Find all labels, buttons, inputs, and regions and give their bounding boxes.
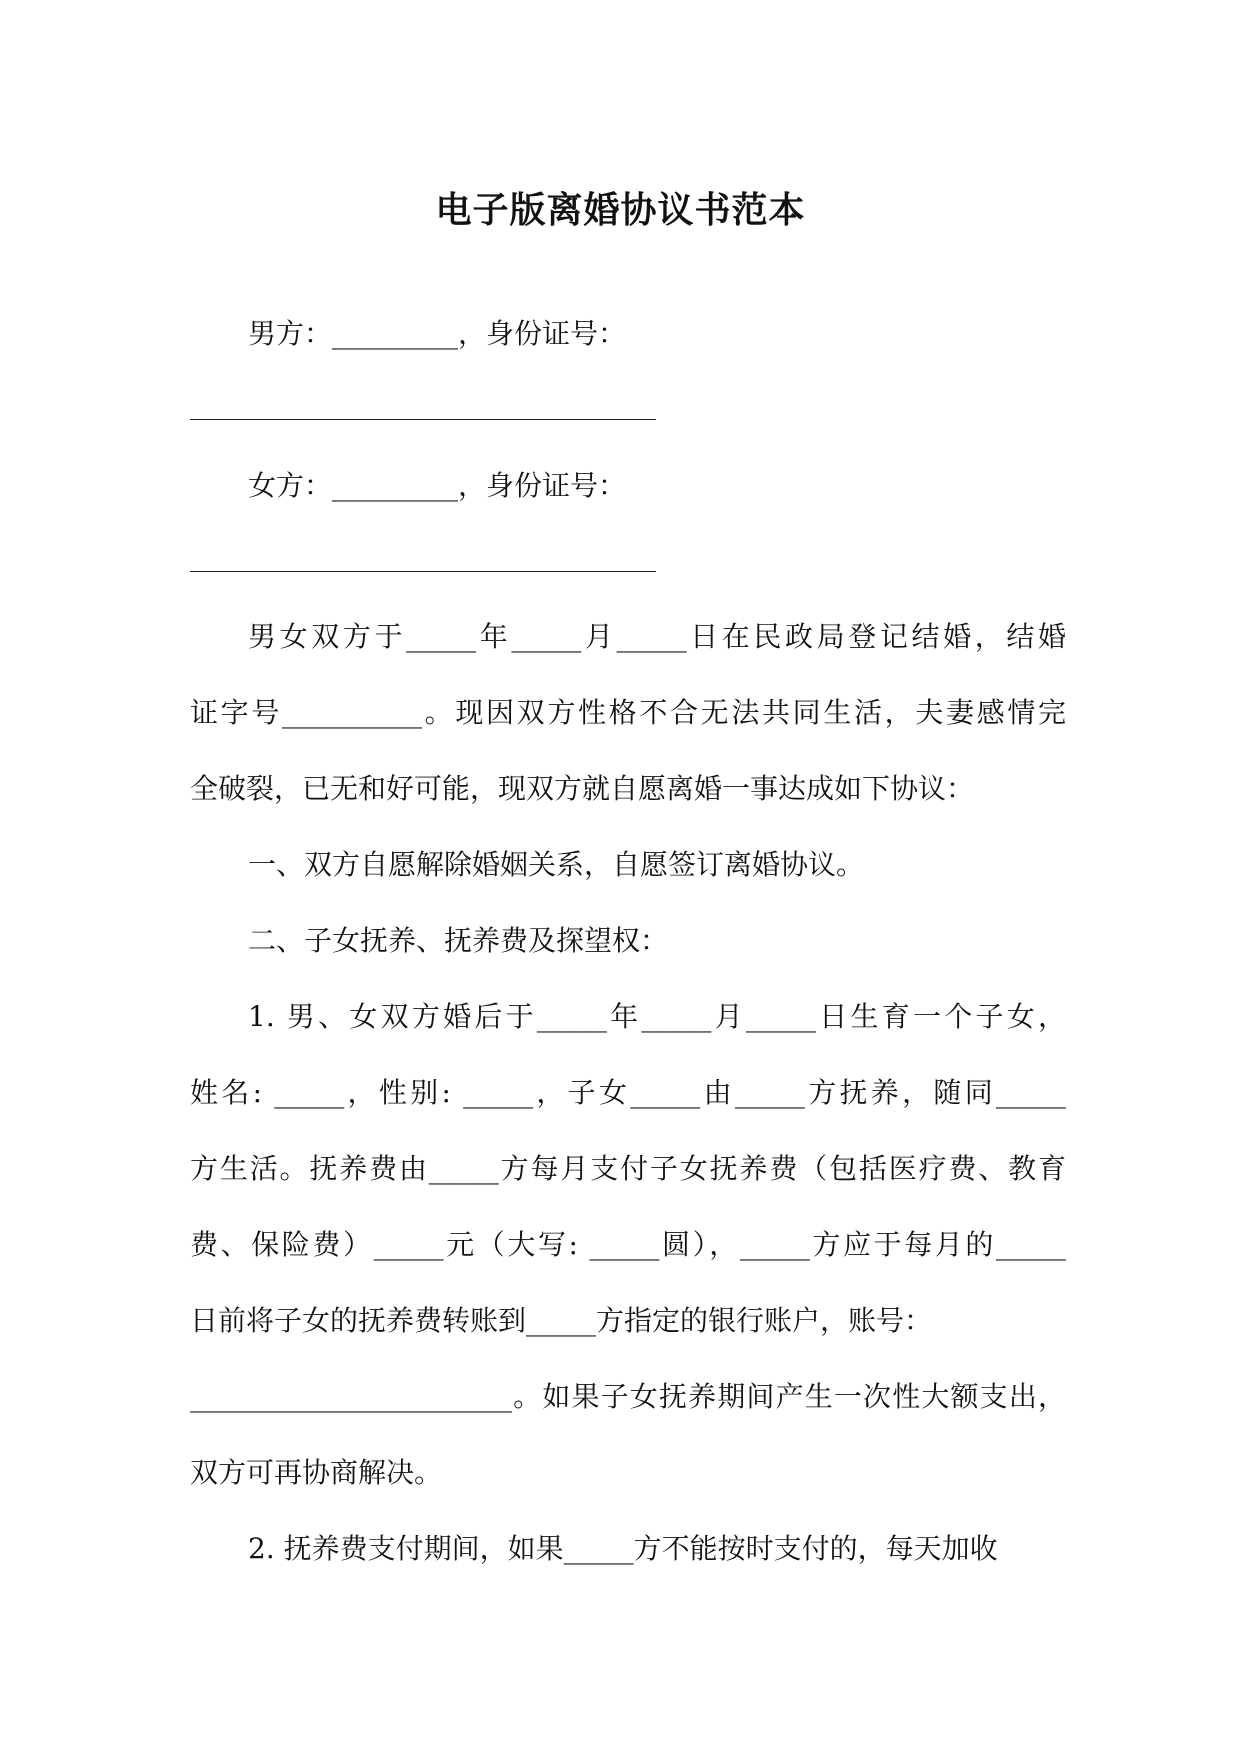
- paragraph-line: 方生活。抚养费由_____方每月支付子女抚养费（包括医疗费、教育: [190, 1152, 1066, 1185]
- paragraph-line: 费、保险费）_____元（大写: _____圆），_____方应于每月的_____: [190, 1228, 1066, 1261]
- male-id-fill-line: [190, 419, 656, 420]
- paragraph-line: 双方可再协商解决。: [190, 1456, 443, 1489]
- paragraph-line: 全破裂，已无和好可能，现双方就自愿离婚一事达成如下协议：: [190, 772, 975, 805]
- paragraph-line: 日前将子女的抚养费转账到_____方指定的银行账户，账号：: [190, 1304, 933, 1337]
- paragraph-line: 男女双方于_____年_____月_____日在民政局登记结婚，结婚: [248, 620, 1066, 653]
- paragraph-line: 1. 男、女双方婚后于_____年_____月_____日生育一个子女，: [248, 1000, 1066, 1033]
- male-party-line: 男方：_________，身份证号：: [248, 317, 627, 350]
- paragraph-line: _______________________。如果子女抚养期间产生一次性大额支出，: [190, 1380, 1066, 1413]
- document-title: 电子版离婚协议书范本: [435, 189, 806, 231]
- paragraph-line: 2. 抚养费支付期间，如果_____方不能按时支付的，每天加收: [248, 1532, 998, 1565]
- clause-one: 一、双方自愿解除婚姻关系，自愿签订离婚协议。: [248, 848, 865, 881]
- paragraph-line: 证字号__________。现因双方性格不合无法共同生活，夫妻感情完: [190, 696, 1066, 729]
- paragraph-line: 姓名: _____，性别: _____，子女_____由_____方抚养，随同_____: [190, 1076, 1066, 1109]
- female-id-fill-line: [190, 571, 656, 572]
- female-party-line: 女方：_________，身份证号：: [248, 469, 627, 502]
- clause-two-heading: 二、子女抚养、抚养费及探望权：: [248, 924, 669, 957]
